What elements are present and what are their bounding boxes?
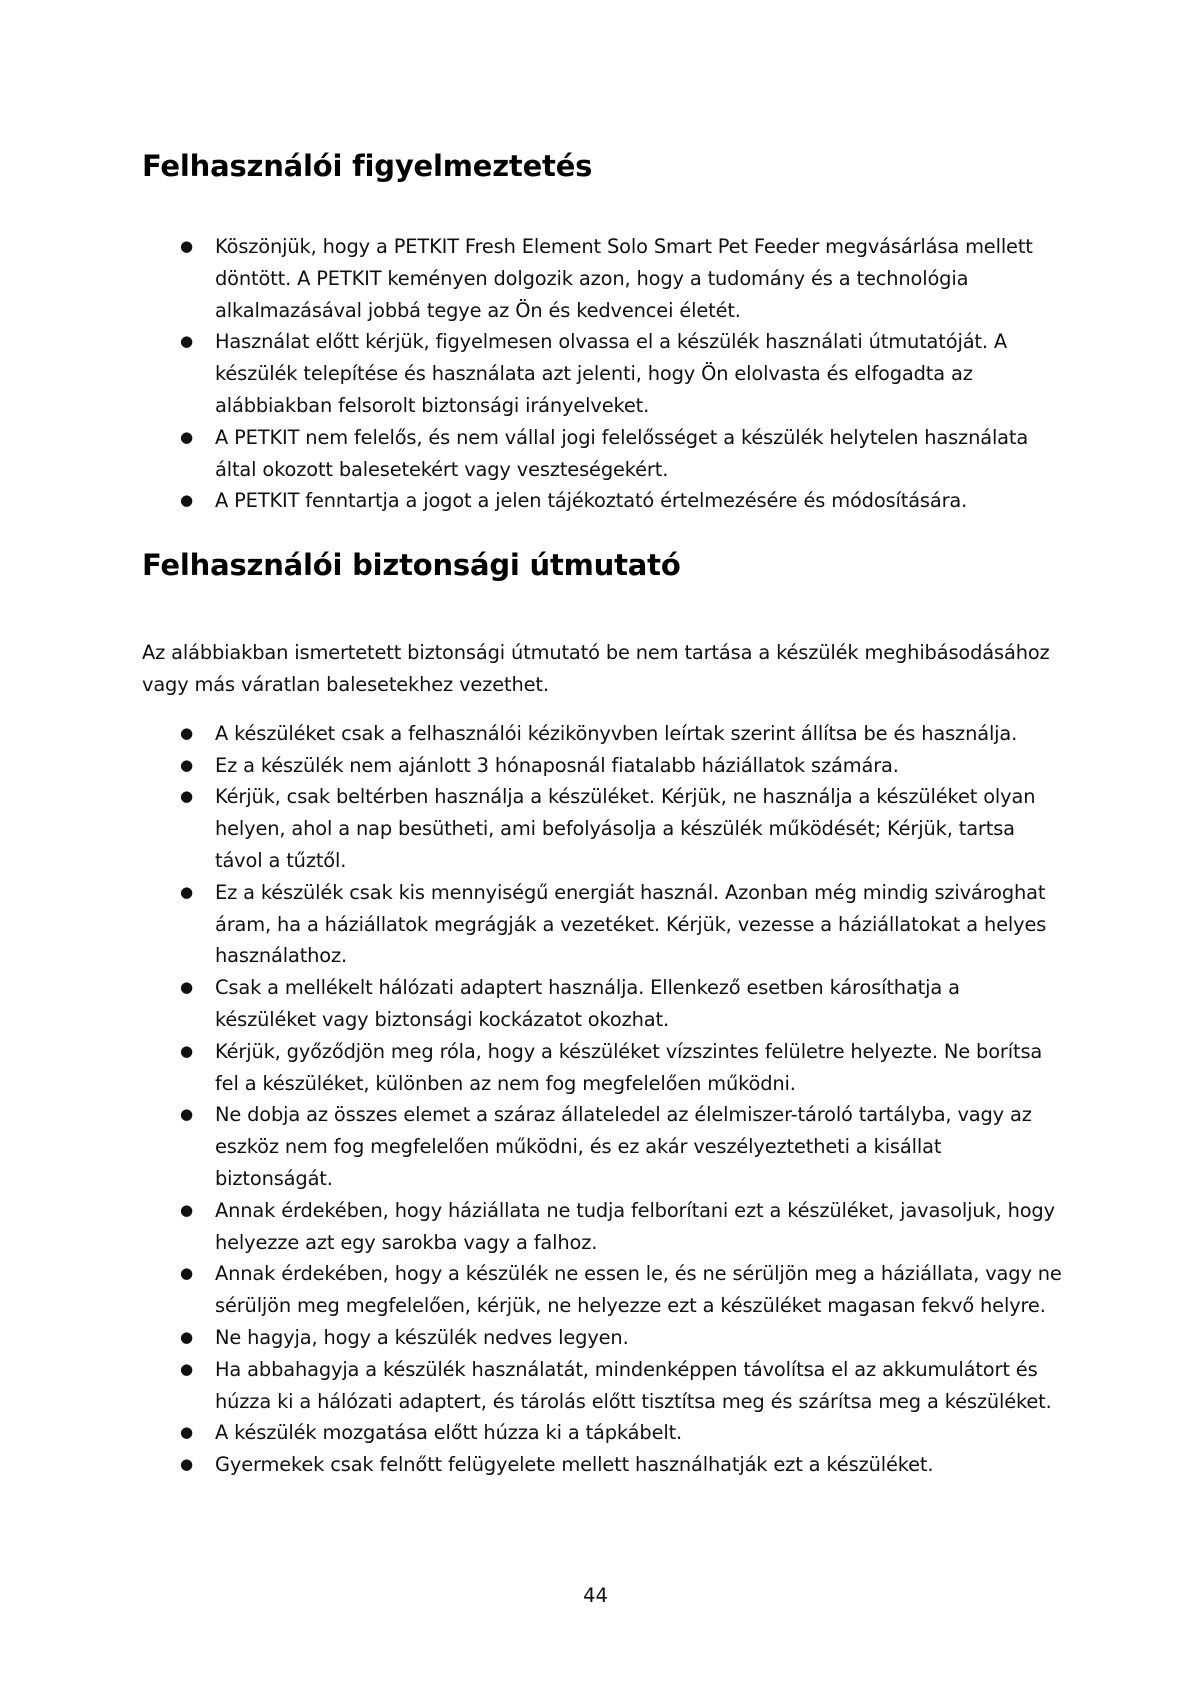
list-item-text: Kérjük, csak beltérben használja a készüléket. Kérjük, ne használja a készüléket olyan helyen, ahol a nap besütheti, ami befolyásolja a készülék működését; Kérjük, tartsa távol a tűztől. bbox=[215, 785, 1036, 872]
bullet-icon: ● bbox=[180, 755, 193, 774]
bullet-icon: ● bbox=[180, 427, 193, 446]
bullet-icon: ● bbox=[180, 1264, 193, 1283]
list-item bbox=[142, 1322, 1062, 1354]
list-item-text: A készüléket csak a felhasználói kézikönyvben leírtak szerint állítsa be és használja. bbox=[215, 721, 1018, 745]
list-item bbox=[142, 326, 1062, 421]
bullet-icon: ● bbox=[180, 1455, 193, 1474]
list-item bbox=[142, 718, 1062, 750]
list-item bbox=[142, 1099, 1062, 1194]
list-item-text: Gyermekek csak felnőtt felügyelete mellett használhatják ezt a készüléket. bbox=[215, 1453, 934, 1477]
list-item-text: Köszönjük, hogy a PETKIT Fresh Element Solo Smart Pet Feeder megvásárlása mellett döntött. A PETKIT keményen dolgozik azon, hogy a tudomány és a technológia alkalmazásával jobbá tegye az Ön és kedvencei életét. bbox=[215, 235, 1033, 322]
safety-list bbox=[142, 718, 1062, 1481]
list-item-text: Annak érdekében, hogy a készülék ne essen le, és ne sérüljön meg a háziállata, vagy ne sérüljön meg megfelelően, kérjük, ne helyezze ezt a készüléket magasan fekvő helyre. bbox=[215, 1262, 1062, 1318]
list-item bbox=[142, 972, 1062, 1036]
list-item bbox=[142, 1195, 1062, 1259]
bullet-icon: ● bbox=[180, 787, 193, 806]
list-item bbox=[142, 750, 1062, 782]
list-item-text: A PETKIT fenntartja a jogot a jelen tájékoztató értelmezésére és módosítására. bbox=[215, 489, 968, 513]
bullet-icon: ● bbox=[180, 1423, 193, 1442]
list-item-text: Csak a mellékelt hálózati adaptert használja. Ellenkező esetben károsíthatja a készüléket vagy biztonsági kockázatot okozhat. bbox=[215, 976, 960, 1031]
list-item bbox=[142, 781, 1062, 876]
list-item-text: Ha abbahagyja a készülék használatát, mindenképpen távolítsa el az akkumulátort és húzza ki a hálózati adaptert, és tárolás előtt tisztítsa meg és szárítsa meg a készüléket. bbox=[215, 1357, 1052, 1413]
warning-list bbox=[142, 231, 1062, 517]
page-number: 44 bbox=[583, 1584, 608, 1607]
bullet-icon: ● bbox=[180, 1359, 193, 1378]
bullet-icon: ● bbox=[180, 1105, 193, 1124]
page-content bbox=[142, 148, 1062, 1481]
list-item bbox=[142, 1449, 1062, 1481]
bullet-icon: ● bbox=[180, 237, 193, 255]
list-item-text: Ne hagyja, hogy a készülék nedves legyen. bbox=[215, 1325, 629, 1349]
list-item-text: A készülék mozgatása előtt húzza ki a tápkábelt. bbox=[215, 1421, 683, 1445]
bullet-icon: ● bbox=[180, 1200, 193, 1219]
list-item-text: Ez a készülék nem ajánlott 3 hónaposnál fiatalabb háziállatok számára. bbox=[215, 753, 899, 777]
bullet-icon: ● bbox=[180, 978, 193, 997]
list-item bbox=[142, 1258, 1062, 1322]
list-item bbox=[142, 231, 1062, 326]
list-item bbox=[142, 877, 1062, 972]
list-item-text: Annak érdekében, hogy háziállata ne tudja felborítani ezt a készüléket, javasoljuk, hogy helyezze azt egy sarokba vagy a falhoz. bbox=[215, 1198, 1055, 1254]
section2-heading: Felhasználói biztonsági útmutató bbox=[142, 548, 681, 583]
list-item-text: A PETKIT nem felelős, és nem vállal jogi felelősséget a készülék helytelen használata által okozott balesetekért vagy veszteségekért. bbox=[215, 425, 1029, 481]
list-item-text: Kérjük, győződjön meg róla, hogy a készüléket vízszintes felületre helyezte. Ne borítsa fel a készüléket, különben az nem fog megfelelően működni. bbox=[215, 1039, 1043, 1095]
bullet-icon: ● bbox=[180, 491, 193, 510]
list-item bbox=[142, 1417, 1062, 1449]
bullet-icon: ● bbox=[180, 882, 193, 901]
list-item bbox=[142, 422, 1062, 486]
list-item-text: Ez a készülék csak kis mennyiségű energiát használ. Azonban még mindig szivároghat áram, ha a háziállatok megrágják a vezetéket. Kérjük, vezesse a háziállatokat a helyes használathoz. bbox=[215, 880, 1047, 968]
bullet-icon: ● bbox=[180, 1041, 193, 1060]
section1-heading: Felhasználói figyelmeztetés bbox=[142, 149, 593, 183]
list-item bbox=[142, 1354, 1062, 1418]
bullet-icon: ● bbox=[180, 1327, 193, 1346]
bullet-icon: ● bbox=[180, 332, 193, 351]
safety-intro-paragraph: Az alábbiakban ismertetett biztonsági útmutató be nem tartása a készülék meghibásodásához vagy más váratlan balesetekhez vezethet. bbox=[142, 641, 1050, 696]
list-item-text: Ne dobja az összes elemet a száraz állateledel az élelmiszer-tároló tartályba, vagy az eszköz nem fog megfelelően működni, és ez akár veszélyeztetheti a kisállat biztonságát. bbox=[215, 1103, 1032, 1190]
list-item-text: Használat előtt kérjük, figyelmesen olvassa el a készülék használati útmutatóját. A készülék telepítése és használata azt jelenti, hogy Ön elolvasta és elfogadta az alábbiakban felsorolt biztonsági irányelveket. bbox=[215, 330, 1008, 417]
bullet-icon: ● bbox=[180, 723, 193, 742]
list-item bbox=[142, 485, 1062, 517]
list-item bbox=[142, 1036, 1062, 1100]
